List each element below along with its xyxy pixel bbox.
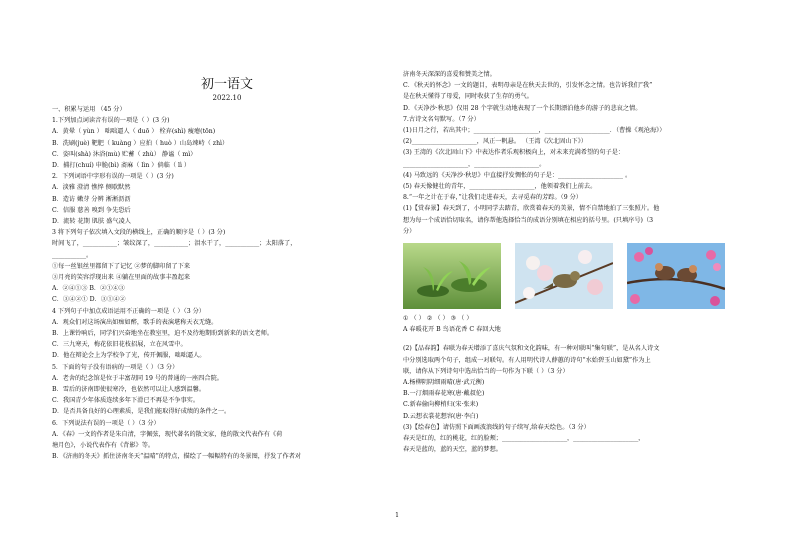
sprout-photo <box>403 243 501 309</box>
left-line: C．信服 慈善 嗅到 争先恐后 <box>52 206 131 214</box>
left-line: ③月亮的笑容浮现出来 ④躺在里面的故事丰盈起来 <box>52 274 191 282</box>
page-title: 初一语文 <box>200 77 253 92</box>
left-line: B．《济南的冬天》抓住济南冬天“温晴”的特点，描绘了一幅幅特有的冬景图，抒发了作者对 <box>52 453 302 461</box>
left-line: D．他在辩论会上为学校争了光，传开佩服，咄咄逼人。 <box>52 352 206 360</box>
photo_labels-line: ① （ ） ② （ ） ③ （ ） <box>403 315 473 323</box>
right_top-line: 是在秋天懂得了母爱，同时收获了生存的勇气。 <box>403 93 533 101</box>
left-line: A．观众们对这场演出如痴如醉，歌手的表演堪称天衣无缝。 <box>52 318 218 326</box>
right_top-line: _____________________，_____________________。 <box>403 160 546 168</box>
right_top-line: 想为每一个成语恰切取名，请你帮他选择恰当的成语分别填在相应的括号里。(只填序号)（3 <box>403 216 654 224</box>
right_top-line: (4) 马致远的《天净沙·秋思》中直接抒发惆怅的句子是：_____________________ 。 <box>403 171 632 179</box>
left-line: A．《春》一文的作者是朱自清，字佩弦，现代著名的散文家，他的散文代表作有《荷 <box>52 430 283 438</box>
right_top-line: (1)【赏春景】春天到了，小明同学去踏青，欣赏着春天的美景，情不自禁地拍了三张照片。他 <box>403 205 660 213</box>
right_top-line: (5) 春天像健壮的青年，_____________________，他领着我们上前去。 <box>403 183 597 191</box>
left-line: 5．下面的句子没有语病的一项是（ ）（3 分） <box>52 363 179 371</box>
left-line: C．三九寒天，梅花依旧花枝招展，立在风雪中。 <box>52 341 187 349</box>
right_bottom-line: C.新春偷向柳梢归(宋·张耒) <box>403 401 479 409</box>
left-line: 1.下列加点词读音有误的一项是（ ）(3 分) <box>52 117 170 125</box>
right-question-list-2 <box>403 343 753 455</box>
left-line: ①每一丝银丝里都留下了记忆 ②梦的脚印留了下来 <box>52 262 191 270</box>
blossom-bird-photo <box>515 243 613 309</box>
left-line: D．流转 花期 肌肤 盛气凌人 <box>52 218 131 226</box>
left-line: A．②④①③ B．②①④③ <box>52 285 125 293</box>
left-line: 6．下列说法有误的一项是（ ）（3 分） <box>52 419 160 427</box>
left-line: 4 下列句子中加点成语运用不正确的一项是（ ）（3 分） <box>52 307 205 315</box>
left-line: B．雪后的济南即使很寒冷，也依然可以让人感到温馨。 <box>52 386 206 394</box>
left-line: B．造访 嫩芽 分辨 淅淅沥沥 <box>52 195 131 203</box>
page-number: 1 <box>395 512 399 519</box>
right_top-line: 济南冬天深深的喜爱和赞美之情。 <box>403 71 496 78</box>
right_top-line: (1)日月之行，若出其中；_____________________，_____________________．（曹操《观沧海》） <box>403 127 666 135</box>
right_bottom-line: (3)【绘春色】请仿照下面画波浪线的句子续写,给春天绘色。（3 分） <box>403 423 590 431</box>
left-line: D．捕打(chuí) 申脆(bì) 斋麻（ lìn ）倘临（ lì ） <box>52 162 191 170</box>
left-line: A．黄晕（ yùn ） 咄咄逼人（ duō ） 栓弃(shì) 瘦瘪(tōn) <box>52 128 216 136</box>
left-line: B．上课铃响后，同学们兴奋地坐在教室里，迫不及待地期盼到新来的语文老师。 <box>52 330 274 338</box>
right_top-line: 8.“一年之计在于春，”让我们走进春天，去寻觅春的芳踪。（9 分） <box>403 194 582 202</box>
left-line: B．洗刷(juè) 靶肥（ kuàng ）应拍（ huò ）山岛竦峙（ zhì） <box>52 139 229 147</box>
left-column <box>52 0 402 463</box>
left-line: 塘月色》，小说代表作有《背影》等。 <box>52 442 155 450</box>
right-question-list <box>403 69 753 237</box>
left-line: A．淡雅 澄清 憔悴 侧歇默然 <box>52 184 131 192</box>
birds-branch-photo <box>627 243 725 309</box>
right_top-line: D．《天净沙·秋思》仅用 28 个字就生动地表现了一个长期漂泊他乡的游子的悲哀之情。 <box>403 104 642 112</box>
right-column <box>403 69 753 455</box>
left-line: 3 将下列句子依次填入文段的横线上，正确的顺序是（ ）(3 分) <box>52 229 226 237</box>
exam-date: 2022.10 <box>212 94 242 102</box>
right_bottom-line: A.杨柳阴阴细雨晴(唐·武元衡) <box>403 379 485 387</box>
spring-photos <box>403 243 753 309</box>
left-line: 一、积累与运用 （45 分） <box>52 106 126 113</box>
right_top-line: 分） <box>403 227 416 235</box>
right_bottom-line: D.云想衣裳花想容(唐·李白) <box>403 412 479 420</box>
left-line: C．我国青少年体质连续多年下滑已不再是不争事实。 <box>52 397 200 405</box>
left-line: A．老舍的纪念馆是位于丰富胡同 19 号的普通的一座四合院。 <box>52 374 223 382</box>
right_top-line: (2)_____________________，风正一帆悬。 （王湾《次北固山下》） <box>403 138 587 146</box>
left-line: C．③④②① D．③①④② <box>52 296 126 304</box>
left-question-list <box>52 104 402 463</box>
photo_labels-line: A 春暖花开 B 鸟语花香 C 春回大地 <box>403 326 501 334</box>
right_top-line: 7.古诗文名句默写。（7 分） <box>403 115 480 123</box>
right_bottom-line: 联，请你从下列诗句中选出恰当的一句作为下联（ ）（3 分） <box>403 367 569 375</box>
right_top-line: (3) 王湾的《次北固山下》中表达作者乐观积极向上，对未来充满希望的句子是： <box>403 149 625 157</box>
left-line: 2．下列词语中字形有误的一项是（ ）(3 分) <box>52 173 174 181</box>
right_bottom-line: 中分别选取两个句子，组成一对联句。有人用明代诗人薛蕙的诗句“水始碧玉山如黛”作为上 <box>403 356 651 364</box>
left-line: ___________。 <box>52 251 93 259</box>
photo-answer-options <box>403 313 753 335</box>
left-line: C．姿叫(shà) 沐浴(mù) 贮蓄（ zhù） 静谧（ mì） <box>52 150 197 158</box>
right_bottom-line: B.一汀烟雨春花寒(唐·戴叔伦) <box>403 390 485 398</box>
right_top-line: C．《秋天的怀念》一文的题目，表明母亲是在秋天去世的，引发怀念之情。也告诉我们“我” <box>403 82 653 90</box>
left-line: D．是否具备良好的心理素质，是我们能取得好成绩的条件之一。 <box>52 408 231 416</box>
right_bottom-line: 春天是红的，红的桃花，红的脸颊；_____________________，_____________________， <box>403 435 645 443</box>
right_bottom-line: (2)【品春韵】春联为春天增添了喜庆气氛和文化韵味，有一种对联叫“集句联”，是从名人诗文 <box>403 345 660 353</box>
right_bottom-line: 春天是蓝的，蓝的天空，蓝的梦想。 <box>403 446 502 454</box>
left-line: 时间飞了，___________；皱纹深了，___________；泪水干了，___________；太阳落了， <box>52 240 297 248</box>
